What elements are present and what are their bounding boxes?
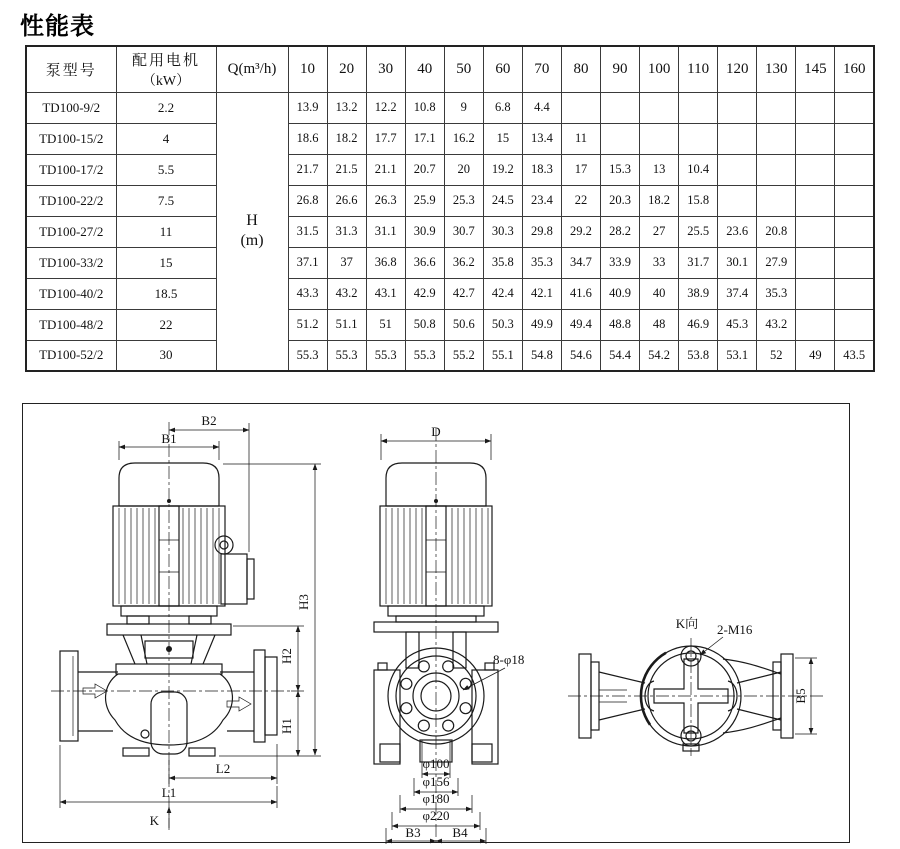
dim-label-2-m16: 2-M16 bbox=[717, 622, 753, 637]
head-value-cell bbox=[835, 278, 874, 309]
head-value-cell: 37.4 bbox=[718, 278, 757, 309]
head-value-cell: 15.3 bbox=[601, 154, 640, 185]
dim-label-d: D bbox=[431, 424, 441, 439]
head-value-cell: 6.8 bbox=[483, 92, 522, 123]
head-value-cell: 21.7 bbox=[288, 154, 327, 185]
head-value-cell: 30.7 bbox=[444, 216, 483, 247]
head-value-cell: 43.3 bbox=[288, 278, 327, 309]
head-value-cell bbox=[835, 92, 874, 123]
head-value-cell: 13.9 bbox=[288, 92, 327, 123]
head-value-cell: 43.2 bbox=[327, 278, 366, 309]
head-value-cell bbox=[835, 185, 874, 216]
head-value-cell: 36.2 bbox=[444, 247, 483, 278]
head-value-cell: 41.6 bbox=[561, 278, 600, 309]
head-value-cell: 18.2 bbox=[640, 185, 679, 216]
head-value-cell: 42.9 bbox=[405, 278, 444, 309]
header-flow-value: 120 bbox=[718, 46, 757, 92]
head-value-cell: 20.7 bbox=[405, 154, 444, 185]
dim-label-h1: H1 bbox=[279, 718, 294, 734]
head-value-cell bbox=[835, 123, 874, 154]
head-value-cell: 37 bbox=[327, 247, 366, 278]
header-flow-value: 10 bbox=[288, 46, 327, 92]
header-flow-value: 40 bbox=[405, 46, 444, 92]
table-row bbox=[26, 123, 874, 154]
head-value-cell: 53.8 bbox=[679, 340, 718, 371]
table-row bbox=[26, 309, 874, 340]
head-value-cell: 23.6 bbox=[718, 216, 757, 247]
head-value-cell bbox=[835, 216, 874, 247]
head-value-cell: 21.5 bbox=[327, 154, 366, 185]
head-value-cell bbox=[601, 123, 640, 154]
head-value-cell: 26.6 bbox=[327, 185, 366, 216]
motor-kw-cell: 5.5 bbox=[116, 154, 216, 185]
head-value-cell: 48.8 bbox=[601, 309, 640, 340]
header-flow-value: 30 bbox=[366, 46, 405, 92]
pump-drawing-svg bbox=[23, 404, 851, 844]
head-value-cell: 42.1 bbox=[522, 278, 561, 309]
head-value-cell: 49.4 bbox=[561, 309, 600, 340]
head-value-cell: 55.3 bbox=[405, 340, 444, 371]
head-value-cell: 31.7 bbox=[679, 247, 718, 278]
header-flow-value: 70 bbox=[522, 46, 561, 92]
head-value-cell: 45.3 bbox=[718, 309, 757, 340]
head-value-cell: 53.1 bbox=[718, 340, 757, 371]
motor-kw-cell: 2.2 bbox=[116, 92, 216, 123]
pump-model-cell: TD100-52/2 bbox=[26, 340, 116, 371]
dim-label-h2: H2 bbox=[279, 648, 294, 664]
head-value-cell: 22 bbox=[561, 185, 600, 216]
head-value-cell: 43.1 bbox=[366, 278, 405, 309]
view-label-k: K向 bbox=[675, 616, 699, 631]
pump-model-cell: TD100-33/2 bbox=[26, 247, 116, 278]
head-value-cell bbox=[718, 92, 757, 123]
table-row bbox=[26, 247, 874, 278]
head-value-cell: 27.9 bbox=[757, 247, 796, 278]
head-value-cell: 35.8 bbox=[483, 247, 522, 278]
head-value-cell bbox=[718, 123, 757, 154]
head-value-cell: 55.3 bbox=[366, 340, 405, 371]
header-motor-kw bbox=[116, 46, 216, 92]
head-value-cell: 29.2 bbox=[561, 216, 600, 247]
head-value-cell bbox=[835, 247, 874, 278]
head-value-cell: 30.9 bbox=[405, 216, 444, 247]
head-value-cell bbox=[640, 92, 679, 123]
head-value-cell: 20 bbox=[444, 154, 483, 185]
top-view bbox=[568, 616, 825, 756]
head-value-cell: 12.2 bbox=[366, 92, 405, 123]
header-flow-value: 50 bbox=[444, 46, 483, 92]
table-body bbox=[26, 92, 874, 371]
head-value-cell bbox=[757, 185, 796, 216]
head-value-cell: 4.4 bbox=[522, 92, 561, 123]
motor-kw-cell: 30 bbox=[116, 340, 216, 371]
pump-model-cell: TD100-27/2 bbox=[26, 216, 116, 247]
header-flow-value: 110 bbox=[679, 46, 718, 92]
header-flow-value: 130 bbox=[757, 46, 796, 92]
head-value-cell bbox=[796, 154, 835, 185]
head-value-cell: 18.2 bbox=[327, 123, 366, 154]
head-value-cell: 26.8 bbox=[288, 185, 327, 216]
dim-label-h3: H3 bbox=[296, 594, 311, 610]
head-value-cell: 26.3 bbox=[366, 185, 405, 216]
head-value-cell: 23.4 bbox=[522, 185, 561, 216]
dim-label-phi180: φ180 bbox=[422, 791, 450, 806]
head-value-cell: 48 bbox=[640, 309, 679, 340]
head-value-cell: 25.5 bbox=[679, 216, 718, 247]
pump-model-cell: TD100-17/2 bbox=[26, 154, 116, 185]
head-value-cell: 24.5 bbox=[483, 185, 522, 216]
table-row bbox=[26, 216, 874, 247]
dim-label-l1: L1 bbox=[161, 785, 177, 800]
head-value-cell: 30.3 bbox=[483, 216, 522, 247]
head-value-cell bbox=[796, 216, 835, 247]
dim-label-b5: B5 bbox=[793, 688, 808, 704]
head-value-cell: 15.8 bbox=[679, 185, 718, 216]
head-value-cell: 38.9 bbox=[679, 278, 718, 309]
dim-label-phi220: φ220 bbox=[422, 808, 450, 823]
head-value-cell: 18.6 bbox=[288, 123, 327, 154]
head-value-cell: 34.7 bbox=[561, 247, 600, 278]
head-value-cell: 50.6 bbox=[444, 309, 483, 340]
motor-kw-cell: 15 bbox=[116, 247, 216, 278]
head-value-cell: 52 bbox=[757, 340, 796, 371]
head-value-cell: 20.3 bbox=[601, 185, 640, 216]
head-value-cell bbox=[601, 92, 640, 123]
head-value-cell: 20.8 bbox=[757, 216, 796, 247]
pump-model-cell: TD100-40/2 bbox=[26, 278, 116, 309]
head-value-cell bbox=[835, 309, 874, 340]
head-value-cell: 27 bbox=[640, 216, 679, 247]
head-value-cell: 30.1 bbox=[718, 247, 757, 278]
table-row bbox=[26, 278, 874, 309]
header-flow-value: 90 bbox=[601, 46, 640, 92]
head-value-cell bbox=[679, 92, 718, 123]
header-flow-value: 80 bbox=[561, 46, 600, 92]
head-value-cell: 33.9 bbox=[601, 247, 640, 278]
head-value-cell: 13.2 bbox=[327, 92, 366, 123]
dim-label-phi156: φ156 bbox=[422, 774, 450, 789]
dim-label-phi100: φ100 bbox=[422, 756, 450, 771]
head-unit-line1: H bbox=[246, 212, 258, 230]
dim-label-b2: B2 bbox=[201, 413, 217, 428]
head-value-cell bbox=[796, 309, 835, 340]
head-value-cell: 16.2 bbox=[444, 123, 483, 154]
head-value-cell: 50.8 bbox=[405, 309, 444, 340]
header-flow-value: 20 bbox=[327, 46, 366, 92]
head-value-cell: 9 bbox=[444, 92, 483, 123]
head-value-cell: 25.3 bbox=[444, 185, 483, 216]
header-motor-line2: （kW） bbox=[141, 73, 191, 89]
head-value-cell: 35.3 bbox=[522, 247, 561, 278]
head-value-cell: 55.3 bbox=[288, 340, 327, 371]
head-value-cell: 31.5 bbox=[288, 216, 327, 247]
motor-kw-cell: 11 bbox=[116, 216, 216, 247]
header-flow-value: 60 bbox=[483, 46, 522, 92]
head-value-cell: 29.8 bbox=[522, 216, 561, 247]
motor-kw-cell: 18.5 bbox=[116, 278, 216, 309]
table-row bbox=[26, 92, 874, 123]
front-view bbox=[51, 413, 321, 830]
head-value-cell: 55.2 bbox=[444, 340, 483, 371]
head-value-cell: 19.2 bbox=[483, 154, 522, 185]
table-row bbox=[26, 340, 874, 371]
head-value-cell: 54.2 bbox=[640, 340, 679, 371]
head-value-cell bbox=[796, 185, 835, 216]
table-row bbox=[26, 185, 874, 216]
head-value-cell: 51 bbox=[366, 309, 405, 340]
head-value-cell: 49 bbox=[796, 340, 835, 371]
dim-label-8-phi18: 8-φ18 bbox=[493, 652, 525, 667]
head-value-cell bbox=[796, 123, 835, 154]
head-value-cell: 13 bbox=[640, 154, 679, 185]
head-value-cell bbox=[718, 185, 757, 216]
head-value-cell: 40 bbox=[640, 278, 679, 309]
head-value-cell: 37.1 bbox=[288, 247, 327, 278]
head-value-cell: 13.4 bbox=[522, 123, 561, 154]
head-value-cell bbox=[718, 154, 757, 185]
head-value-cell: 31.1 bbox=[366, 216, 405, 247]
head-value-cell: 54.6 bbox=[561, 340, 600, 371]
table-row bbox=[26, 154, 874, 185]
head-value-cell bbox=[796, 92, 835, 123]
head-value-cell: 36.8 bbox=[366, 247, 405, 278]
head-value-cell bbox=[835, 154, 874, 185]
head-value-cell: 43.5 bbox=[835, 340, 874, 371]
head-value-cell: 33 bbox=[640, 247, 679, 278]
header-flow-value: 145 bbox=[796, 46, 835, 92]
motor-kw-cell: 4 bbox=[116, 123, 216, 154]
head-value-cell: 43.2 bbox=[757, 309, 796, 340]
header-motor-line1: 配用电机 bbox=[131, 52, 200, 69]
dim-label-b1: B1 bbox=[161, 431, 177, 446]
head-value-cell: 55.1 bbox=[483, 340, 522, 371]
pump-model-cell: TD100-15/2 bbox=[26, 123, 116, 154]
pump-model-cell: TD100-9/2 bbox=[26, 92, 116, 123]
head-value-cell: 10.8 bbox=[405, 92, 444, 123]
head-value-cell bbox=[679, 123, 718, 154]
motor-kw-cell: 7.5 bbox=[116, 185, 216, 216]
head-value-cell: 15 bbox=[483, 123, 522, 154]
pump-model-cell: TD100-22/2 bbox=[26, 185, 116, 216]
dim-label-k: K bbox=[149, 813, 159, 828]
dimension-drawing bbox=[22, 403, 850, 843]
head-value-cell: 42.4 bbox=[483, 278, 522, 309]
head-value-cell bbox=[640, 123, 679, 154]
head-value-cell: 25.9 bbox=[405, 185, 444, 216]
head-value-cell: 18.3 bbox=[522, 154, 561, 185]
head-value-cell: 10.4 bbox=[679, 154, 718, 185]
head-value-cell: 17.1 bbox=[405, 123, 444, 154]
head-value-cell: 40.9 bbox=[601, 278, 640, 309]
pump-model-cell: TD100-48/2 bbox=[26, 309, 116, 340]
side-view bbox=[374, 424, 524, 844]
head-value-cell: 54.4 bbox=[601, 340, 640, 371]
head-value-cell: 11 bbox=[561, 123, 600, 154]
dim-label-b3: B3 bbox=[405, 825, 421, 840]
head-value-cell: 17 bbox=[561, 154, 600, 185]
head-value-cell: 31.3 bbox=[327, 216, 366, 247]
header-flow-unit: Q(m³/h) bbox=[216, 46, 288, 92]
head-value-cell: 46.9 bbox=[679, 309, 718, 340]
head-value-cell: 17.7 bbox=[366, 123, 405, 154]
page-title: 性能表 bbox=[20, 13, 95, 40]
head-value-cell: 51.2 bbox=[288, 309, 327, 340]
head-value-cell: 21.1 bbox=[366, 154, 405, 185]
head-unit-cell bbox=[216, 92, 288, 371]
head-value-cell: 55.3 bbox=[327, 340, 366, 371]
motor-kw-cell: 22 bbox=[116, 309, 216, 340]
header-pump-model: 泵型号 bbox=[26, 46, 116, 92]
head-value-cell: 51.1 bbox=[327, 309, 366, 340]
head-value-cell: 35.3 bbox=[757, 278, 796, 309]
head-value-cell: 49.9 bbox=[522, 309, 561, 340]
head-value-cell bbox=[796, 247, 835, 278]
head-value-cell: 36.6 bbox=[405, 247, 444, 278]
head-value-cell: 50.3 bbox=[483, 309, 522, 340]
flow-header-row bbox=[26, 46, 874, 92]
head-value-cell bbox=[757, 123, 796, 154]
header-flow-value: 160 bbox=[835, 46, 874, 92]
header-flow-value: 100 bbox=[640, 46, 679, 92]
dim-label-b4: B4 bbox=[452, 825, 468, 840]
head-value-cell: 54.8 bbox=[522, 340, 561, 371]
head-value-cell bbox=[757, 92, 796, 123]
head-unit-line2: (m) bbox=[240, 232, 264, 250]
head-value-cell bbox=[757, 154, 796, 185]
dim-label-l2: L2 bbox=[215, 761, 231, 776]
performance-table bbox=[25, 45, 875, 372]
head-value-cell bbox=[561, 92, 600, 123]
head-value-cell bbox=[796, 278, 835, 309]
head-value-cell: 42.7 bbox=[444, 278, 483, 309]
head-value-cell: 28.2 bbox=[601, 216, 640, 247]
